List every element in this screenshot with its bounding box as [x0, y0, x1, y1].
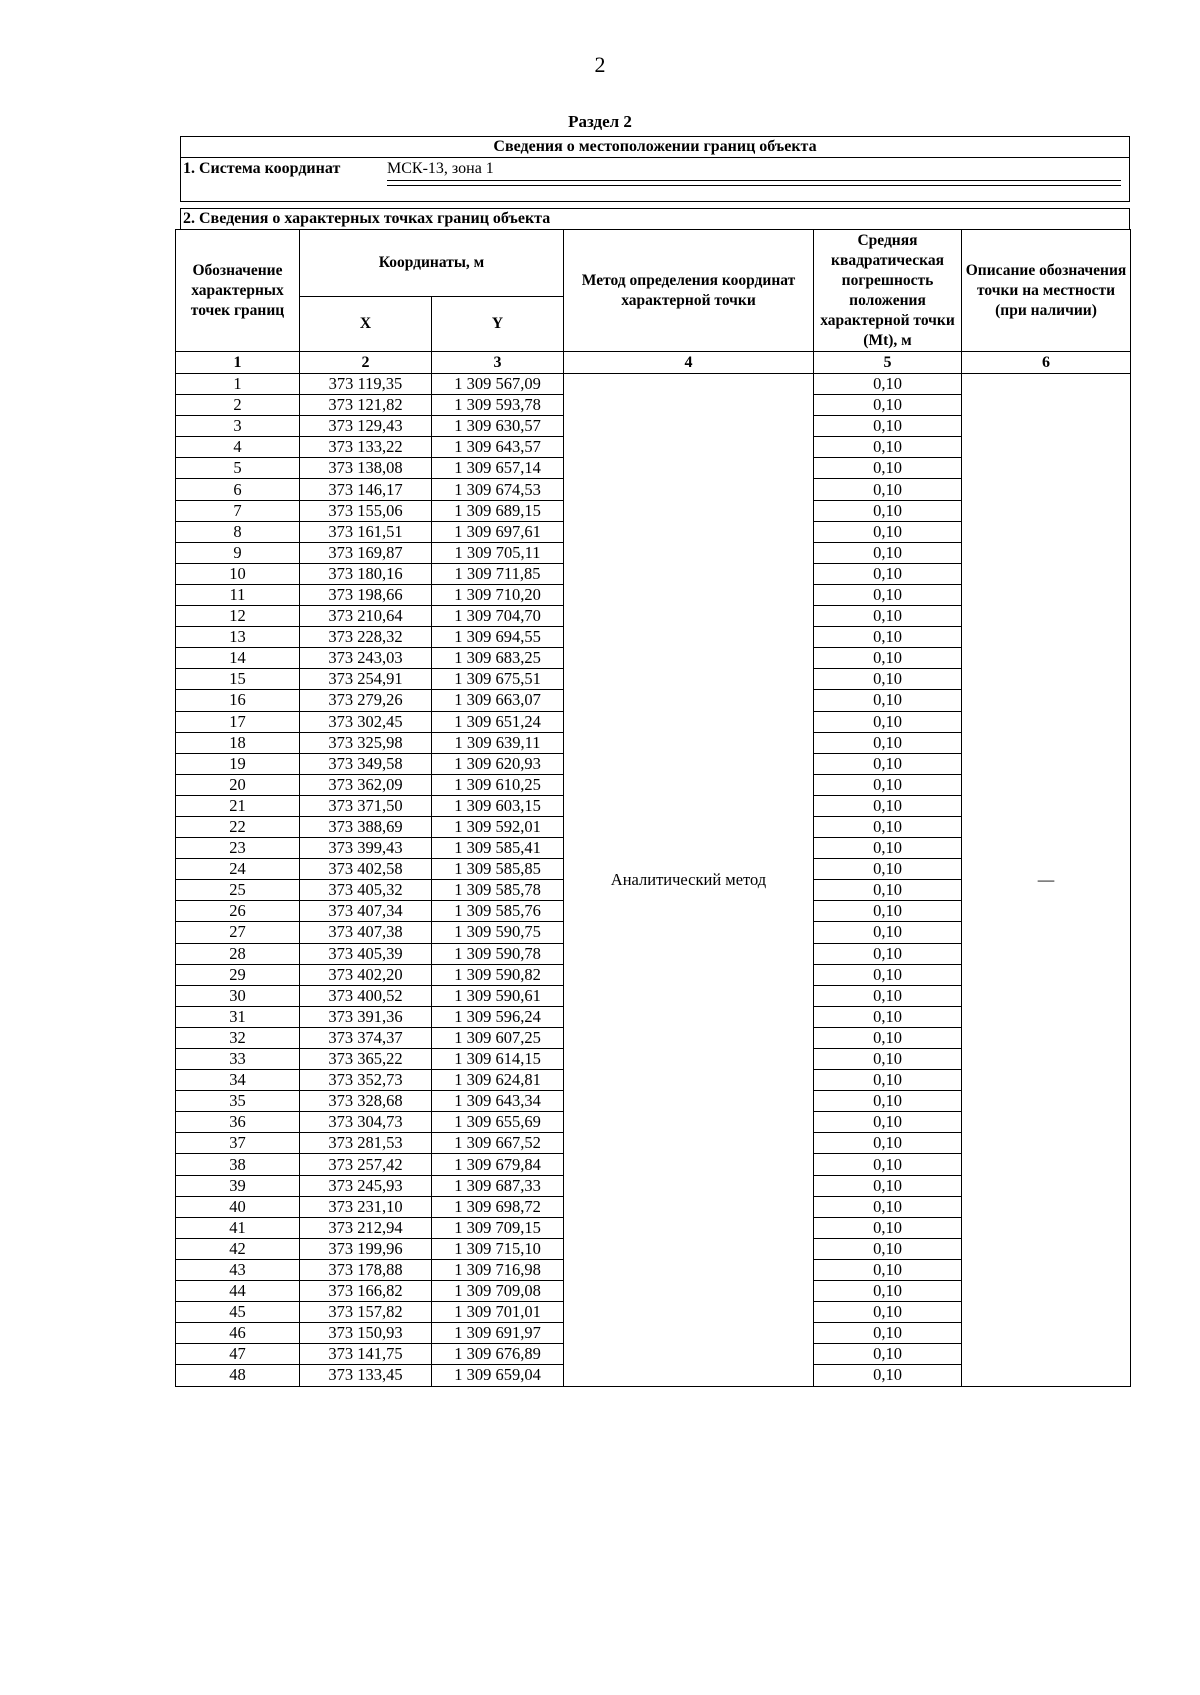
- x-coordinate-cell: 373 400,52: [300, 985, 432, 1006]
- y-coordinate-cell: 1 309 590,75: [432, 922, 564, 943]
- point-number-cell: 30: [176, 985, 300, 1006]
- point-number-cell: 12: [176, 606, 300, 627]
- accuracy-cell: 0,10: [814, 1112, 962, 1133]
- x-coordinate-cell: 373 212,94: [300, 1217, 432, 1238]
- accuracy-cell: 0,10: [814, 1281, 962, 1302]
- y-coordinate-cell: 1 309 567,09: [432, 374, 564, 395]
- y-coordinate-cell: 1 309 651,24: [432, 711, 564, 732]
- x-coordinate-cell: 373 161,51: [300, 521, 432, 542]
- y-coordinate-cell: 1 309 675,51: [432, 669, 564, 690]
- accuracy-cell: 0,10: [814, 500, 962, 521]
- x-coordinate-cell: 373 352,73: [300, 1070, 432, 1091]
- point-number-cell: 5: [176, 458, 300, 479]
- point-number-cell: 17: [176, 711, 300, 732]
- y-coordinate-cell: 1 309 704,70: [432, 606, 564, 627]
- x-coordinate-cell: 373 166,82: [300, 1281, 432, 1302]
- x-coordinate-cell: 373 302,45: [300, 711, 432, 732]
- x-coordinate-cell: 373 405,32: [300, 880, 432, 901]
- x-coordinate-cell: 373 129,43: [300, 416, 432, 437]
- x-coordinate-cell: 373 138,08: [300, 458, 432, 479]
- column-number: 1: [176, 352, 300, 374]
- coord-system-line: [181, 158, 1129, 180]
- accuracy-cell: 0,10: [814, 563, 962, 584]
- y-coordinate-cell: 1 309 590,78: [432, 943, 564, 964]
- point-number-cell: 4: [176, 437, 300, 458]
- point-number-cell: 7: [176, 500, 300, 521]
- y-coordinate-cell: 1 309 630,57: [432, 416, 564, 437]
- y-coordinate-cell: 1 309 701,01: [432, 1302, 564, 1323]
- header-x: X: [300, 297, 432, 352]
- accuracy-cell: 0,10: [814, 690, 962, 711]
- location-info-caption: Сведения о местоположении границ объекта: [181, 137, 1129, 158]
- point-number-cell: 15: [176, 669, 300, 690]
- method-cell: Аналитический метод: [564, 374, 814, 1387]
- y-coordinate-cell: 1 309 643,57: [432, 437, 564, 458]
- y-coordinate-cell: 1 309 674,53: [432, 479, 564, 500]
- y-coordinate-cell: 1 309 614,15: [432, 1049, 564, 1070]
- point-number-cell: 14: [176, 648, 300, 669]
- point-number-cell: 13: [176, 627, 300, 648]
- column-numbers-row: [176, 352, 1131, 374]
- x-coordinate-cell: 373 210,64: [300, 606, 432, 627]
- x-coordinate-cell: 373 402,58: [300, 859, 432, 880]
- point-number-cell: 36: [176, 1112, 300, 1133]
- point-number-cell: 11: [176, 584, 300, 605]
- accuracy-cell: 0,10: [814, 627, 962, 648]
- x-coordinate-cell: 373 254,91: [300, 669, 432, 690]
- y-coordinate-cell: 1 309 709,08: [432, 1281, 564, 1302]
- accuracy-cell: 0,10: [814, 542, 962, 563]
- coord-system-label: 1. Система координат: [183, 160, 341, 177]
- x-coordinate-cell: 373 328,68: [300, 1091, 432, 1112]
- y-coordinate-cell: 1 309 585,41: [432, 838, 564, 859]
- accuracy-cell: 0,10: [814, 795, 962, 816]
- x-coordinate-cell: 373 325,98: [300, 732, 432, 753]
- y-coordinate-cell: 1 309 716,98: [432, 1259, 564, 1280]
- y-coordinate-cell: 1 309 691,97: [432, 1323, 564, 1344]
- accuracy-cell: 0,10: [814, 732, 962, 753]
- x-coordinate-cell: 373 405,39: [300, 943, 432, 964]
- x-coordinate-cell: 373 245,93: [300, 1175, 432, 1196]
- accuracy-cell: 0,10: [814, 1070, 962, 1091]
- x-coordinate-cell: 373 146,17: [300, 479, 432, 500]
- point-number-cell: 34: [176, 1070, 300, 1091]
- y-coordinate-cell: 1 309 593,78: [432, 395, 564, 416]
- x-coordinate-cell: 373 133,45: [300, 1365, 432, 1386]
- y-coordinate-cell: 1 309 705,11: [432, 542, 564, 563]
- x-coordinate-cell: 373 407,38: [300, 922, 432, 943]
- x-coordinate-cell: 373 279,26: [300, 690, 432, 711]
- x-coordinate-cell: 373 155,06: [300, 500, 432, 521]
- point-number-cell: 8: [176, 521, 300, 542]
- accuracy-cell: 0,10: [814, 1091, 962, 1112]
- table-row: [176, 374, 1131, 395]
- x-coordinate-cell: 373 199,96: [300, 1238, 432, 1259]
- point-number-cell: 16: [176, 690, 300, 711]
- point-number-cell: 25: [176, 880, 300, 901]
- x-coordinate-cell: 373 362,09: [300, 774, 432, 795]
- y-coordinate-cell: 1 309 590,61: [432, 985, 564, 1006]
- accuracy-cell: 0,10: [814, 584, 962, 605]
- y-coordinate-cell: 1 309 659,04: [432, 1365, 564, 1386]
- point-number-cell: 9: [176, 542, 300, 563]
- accuracy-cell: 0,10: [814, 1175, 962, 1196]
- y-coordinate-cell: 1 309 590,82: [432, 964, 564, 985]
- description-cell: —: [962, 374, 1131, 1387]
- points-info-caption: 2. Сведения о характерных точках границ объекта: [180, 208, 1130, 230]
- accuracy-cell: 0,10: [814, 648, 962, 669]
- x-coordinate-cell: 373 198,66: [300, 584, 432, 605]
- point-number-cell: 24: [176, 859, 300, 880]
- coord-system-value: МСК-13, зона 1: [387, 158, 1121, 181]
- point-number-cell: 45: [176, 1302, 300, 1323]
- accuracy-cell: 0,10: [814, 374, 962, 395]
- x-coordinate-cell: 373 178,88: [300, 1259, 432, 1280]
- y-coordinate-cell: 1 309 698,72: [432, 1196, 564, 1217]
- x-coordinate-cell: 373 141,75: [300, 1344, 432, 1365]
- point-number-cell: 10: [176, 563, 300, 584]
- x-coordinate-cell: 373 257,42: [300, 1154, 432, 1175]
- point-number-cell: 44: [176, 1281, 300, 1302]
- accuracy-cell: 0,10: [814, 416, 962, 437]
- accuracy-cell: 0,10: [814, 1006, 962, 1027]
- x-coordinate-cell: 373 121,82: [300, 395, 432, 416]
- point-number-cell: 33: [176, 1049, 300, 1070]
- y-coordinate-cell: 1 309 607,25: [432, 1027, 564, 1048]
- x-coordinate-cell: 373 407,34: [300, 901, 432, 922]
- y-coordinate-cell: 1 309 639,11: [432, 732, 564, 753]
- x-coordinate-cell: 373 231,10: [300, 1196, 432, 1217]
- x-coordinate-cell: 373 349,58: [300, 753, 432, 774]
- x-coordinate-cell: 373 374,37: [300, 1027, 432, 1048]
- y-coordinate-cell: 1 309 715,10: [432, 1238, 564, 1259]
- x-coordinate-cell: 373 243,03: [300, 648, 432, 669]
- point-number-cell: 40: [176, 1196, 300, 1217]
- coordinates-table: [175, 229, 1131, 1387]
- column-number: 3: [432, 352, 564, 374]
- empty-underline: [387, 185, 1121, 186]
- header-coordinates: Координаты, м: [300, 230, 564, 297]
- accuracy-cell: 0,10: [814, 1259, 962, 1280]
- header-method: Метод определения координат характерной точки: [564, 230, 814, 352]
- y-coordinate-cell: 1 309 585,85: [432, 859, 564, 880]
- header-point-designation: Обозначение характерных точек границ: [176, 230, 300, 352]
- y-coordinate-cell: 1 309 596,24: [432, 1006, 564, 1027]
- accuracy-cell: 0,10: [814, 1154, 962, 1175]
- point-number-cell: 41: [176, 1217, 300, 1238]
- x-coordinate-cell: 373 304,73: [300, 1112, 432, 1133]
- x-coordinate-cell: 373 119,35: [300, 374, 432, 395]
- point-number-cell: 19: [176, 753, 300, 774]
- accuracy-cell: 0,10: [814, 985, 962, 1006]
- column-number: 2: [300, 352, 432, 374]
- y-coordinate-cell: 1 309 683,25: [432, 648, 564, 669]
- accuracy-cell: 0,10: [814, 1365, 962, 1386]
- accuracy-cell: 0,10: [814, 437, 962, 458]
- accuracy-cell: 0,10: [814, 479, 962, 500]
- point-number-cell: 29: [176, 964, 300, 985]
- point-number-cell: 20: [176, 774, 300, 795]
- accuracy-cell: 0,10: [814, 838, 962, 859]
- accuracy-cell: 0,10: [814, 774, 962, 795]
- point-number-cell: 39: [176, 1175, 300, 1196]
- y-coordinate-cell: 1 309 592,01: [432, 816, 564, 837]
- point-number-cell: 22: [176, 816, 300, 837]
- accuracy-cell: 0,10: [814, 458, 962, 479]
- y-coordinate-cell: 1 309 667,52: [432, 1133, 564, 1154]
- accuracy-cell: 0,10: [814, 859, 962, 880]
- accuracy-cell: 0,10: [814, 1238, 962, 1259]
- y-coordinate-cell: 1 309 697,61: [432, 521, 564, 542]
- accuracy-cell: 0,10: [814, 1302, 962, 1323]
- point-number-cell: 35: [176, 1091, 300, 1112]
- header-y: Y: [432, 297, 564, 352]
- y-coordinate-cell: 1 309 655,69: [432, 1112, 564, 1133]
- point-number-cell: 27: [176, 922, 300, 943]
- x-coordinate-cell: 373 391,36: [300, 1006, 432, 1027]
- section-title: Раздел 2: [568, 112, 632, 131]
- accuracy-cell: 0,10: [814, 1133, 962, 1154]
- point-number-cell: 1: [176, 374, 300, 395]
- y-coordinate-cell: 1 309 709,15: [432, 1217, 564, 1238]
- x-coordinate-cell: 373 388,69: [300, 816, 432, 837]
- accuracy-cell: 0,10: [814, 901, 962, 922]
- y-coordinate-cell: 1 309 687,33: [432, 1175, 564, 1196]
- column-number: 4: [564, 352, 814, 374]
- header-accuracy: Средняя квадратическая погрешность положения характерной точки (Mt), м: [814, 230, 962, 352]
- point-number-cell: 48: [176, 1365, 300, 1386]
- y-coordinate-cell: 1 309 710,20: [432, 584, 564, 605]
- y-coordinate-cell: 1 309 663,07: [432, 690, 564, 711]
- y-coordinate-cell: 1 309 689,15: [432, 500, 564, 521]
- accuracy-cell: 0,10: [814, 922, 962, 943]
- y-coordinate-cell: 1 309 676,89: [432, 1344, 564, 1365]
- point-number-cell: 28: [176, 943, 300, 964]
- y-coordinate-cell: 1 309 624,81: [432, 1070, 564, 1091]
- x-coordinate-cell: 373 281,53: [300, 1133, 432, 1154]
- accuracy-cell: 0,10: [814, 1049, 962, 1070]
- point-number-cell: 2: [176, 395, 300, 416]
- y-coordinate-cell: 1 309 694,55: [432, 627, 564, 648]
- location-info-block: [180, 136, 1130, 202]
- point-number-cell: 32: [176, 1027, 300, 1048]
- x-coordinate-cell: 373 228,32: [300, 627, 432, 648]
- accuracy-cell: 0,10: [814, 1196, 962, 1217]
- x-coordinate-cell: 373 180,16: [300, 563, 432, 584]
- accuracy-cell: 0,10: [814, 880, 962, 901]
- point-number-cell: 42: [176, 1238, 300, 1259]
- accuracy-cell: 0,10: [814, 1217, 962, 1238]
- point-number-cell: 31: [176, 1006, 300, 1027]
- y-coordinate-cell: 1 309 603,15: [432, 795, 564, 816]
- y-coordinate-cell: 1 309 585,78: [432, 880, 564, 901]
- accuracy-cell: 0,10: [814, 943, 962, 964]
- accuracy-cell: 0,10: [814, 606, 962, 627]
- point-number-cell: 43: [176, 1259, 300, 1280]
- point-number-cell: 37: [176, 1133, 300, 1154]
- point-number-cell: 46: [176, 1323, 300, 1344]
- x-coordinate-cell: 373 365,22: [300, 1049, 432, 1070]
- accuracy-cell: 0,10: [814, 521, 962, 542]
- point-number-cell: 3: [176, 416, 300, 437]
- x-coordinate-cell: 373 399,43: [300, 838, 432, 859]
- point-number-cell: 26: [176, 901, 300, 922]
- point-number-cell: 38: [176, 1154, 300, 1175]
- y-coordinate-cell: 1 309 585,76: [432, 901, 564, 922]
- y-coordinate-cell: 1 309 679,84: [432, 1154, 564, 1175]
- x-coordinate-cell: 373 157,82: [300, 1302, 432, 1323]
- y-coordinate-cell: 1 309 711,85: [432, 563, 564, 584]
- point-number-cell: 18: [176, 732, 300, 753]
- accuracy-cell: 0,10: [814, 964, 962, 985]
- accuracy-cell: 0,10: [814, 753, 962, 774]
- point-number-cell: 47: [176, 1344, 300, 1365]
- x-coordinate-cell: 373 402,20: [300, 964, 432, 985]
- accuracy-cell: 0,10: [814, 1323, 962, 1344]
- header-description: Описание обозначения точки на местности (при наличии): [962, 230, 1131, 352]
- y-coordinate-cell: 1 309 620,93: [432, 753, 564, 774]
- point-number-cell: 21: [176, 795, 300, 816]
- accuracy-cell: 0,10: [814, 816, 962, 837]
- accuracy-cell: 0,10: [814, 711, 962, 732]
- x-coordinate-cell: 373 150,93: [300, 1323, 432, 1344]
- x-coordinate-cell: 373 169,87: [300, 542, 432, 563]
- accuracy-cell: 0,10: [814, 669, 962, 690]
- x-coordinate-cell: 373 133,22: [300, 437, 432, 458]
- y-coordinate-cell: 1 309 657,14: [432, 458, 564, 479]
- y-coordinate-cell: 1 309 610,25: [432, 774, 564, 795]
- column-number: 6: [962, 352, 1131, 374]
- y-coordinate-cell: 1 309 643,34: [432, 1091, 564, 1112]
- accuracy-cell: 0,10: [814, 395, 962, 416]
- page-number: 2: [594, 52, 606, 77]
- point-number-cell: 23: [176, 838, 300, 859]
- accuracy-cell: 0,10: [814, 1027, 962, 1048]
- x-coordinate-cell: 373 371,50: [300, 795, 432, 816]
- accuracy-cell: 0,10: [814, 1344, 962, 1365]
- column-number: 5: [814, 352, 962, 374]
- point-number-cell: 6: [176, 479, 300, 500]
